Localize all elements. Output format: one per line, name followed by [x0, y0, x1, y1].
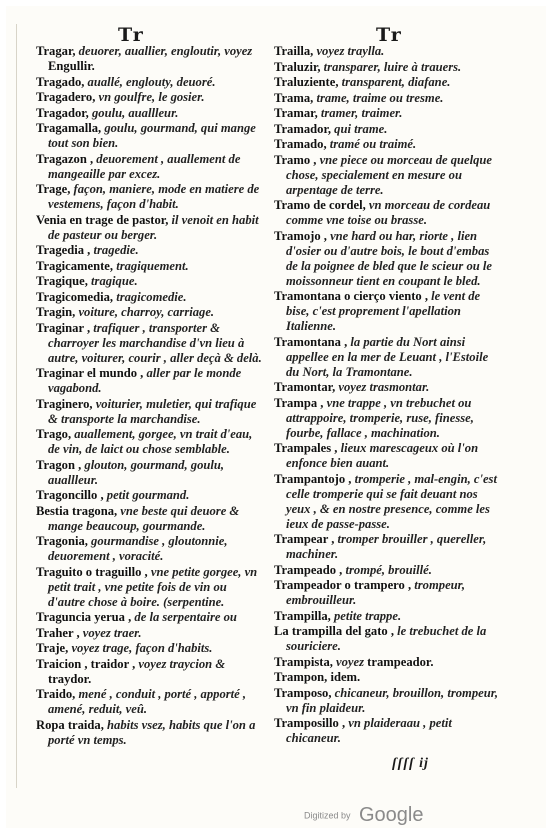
entry-headword: Traginar el mundo , [36, 366, 144, 380]
entry-definition: trafiquer , transporter & charroyer les marchandise d'vn lieu à autre, voiturer, courir , aller deçà & delà. [48, 320, 262, 365]
entry-definition: voyez traycion & [135, 656, 226, 671]
entry-headword: Trailla, [274, 44, 314, 58]
dictionary-entry [274, 122, 504, 137]
entry-definition: tromper brouiller , quereller, machiner. [286, 532, 487, 561]
dictionary-entry [36, 321, 266, 366]
entry-headword: Tragazon , [36, 151, 94, 166]
entry-headword: Trampeador o trampero , [274, 578, 412, 592]
google-logo: Google [358, 804, 424, 826]
dictionary-entry [274, 624, 504, 654]
entry-definition: glouton, gourmand, goulu, auallleur. [48, 457, 225, 487]
entry-definition: trame, traime ou tresme. [313, 90, 444, 105]
entry-definition: goulu, auallleur. [88, 105, 179, 120]
entry-headword: Tragique, [36, 274, 88, 288]
entry-definition: mené , conduit , porté , apporté , amené, reduit, veû. [48, 687, 247, 716]
entry-headword: Tramontana o cierço viento , [274, 289, 429, 303]
entry-headword: Tragon , [36, 457, 82, 472]
dictionary-entry [36, 44, 266, 74]
dictionary-entry [274, 716, 504, 746]
entry-tail: (serpentine. [159, 594, 225, 609]
dictionary-entry [274, 335, 504, 380]
entry-definition: voyez traylla. [313, 44, 385, 58]
entry-headword: Ropa traida, [36, 717, 104, 732]
entry-definition: tramer, traimer. [317, 106, 403, 120]
entry-definition: tragiquement. [113, 258, 189, 273]
entry-headword: Traginar , [36, 320, 91, 335]
dictionary-entry [36, 106, 266, 121]
entry-definition: chicaneur, brouillon, trompeur, vn fin plaideur. [286, 685, 499, 715]
entry-headword: Trampilla, [274, 608, 331, 623]
entry-definition: petite trappe. [330, 608, 402, 623]
entry-definition: voyez trasmontar. [335, 380, 430, 394]
page-gutter-line [16, 24, 17, 788]
entry-definition: vne beste qui deuore & mange beaucoup, gourmande. [48, 503, 240, 533]
entry-definition: tragique. [87, 274, 138, 288]
entry-definition: auallé, englouty, deuoré. [84, 74, 216, 89]
dictionary-entry [274, 60, 504, 75]
dictionary-entry [274, 655, 504, 670]
entry-definition: tramé ou traimé. [326, 137, 417, 151]
dictionary-entry [36, 657, 266, 687]
entry-headword: Trage, [36, 182, 71, 196]
dictionary-entry [36, 534, 266, 564]
entry-headword: Trampeado , [274, 562, 343, 577]
dictionary-entry [36, 152, 266, 182]
entry-headword-cont: Engullir. [48, 59, 95, 73]
entry-definition: vn goulfre, le gosier. [95, 90, 205, 104]
entry-definition: voiturier, muletier, qui trafique & transporte la marchandise. [48, 396, 257, 426]
entry-headword: Bestia tragona, [36, 503, 118, 518]
dictionary-entry [274, 289, 504, 334]
entry-headword: Trampales , [274, 441, 338, 455]
entry-headword: Tragador, [36, 105, 89, 120]
entry-definition: voyez trage, façon d'habits. [68, 641, 213, 655]
entry-definition: transparer, luire à trauers. [320, 59, 462, 74]
entry-headword: Tragedia , [36, 243, 91, 257]
dictionary-entry [274, 396, 504, 441]
entry-headword: Traguito o traguillo , [36, 564, 148, 579]
entry-headword: Tramojo , [274, 228, 327, 243]
entry-headword: Tramposo, [274, 685, 332, 700]
entry-headword-cont: traydor. [48, 671, 92, 686]
entry-definition: vne trappe , vn trebuchet ou attrappoire, tromperie, ruse, finesse, fourbe, fallace , machination. [286, 395, 474, 440]
dictionary-entry [36, 213, 266, 243]
entry-headword: Traido, [36, 687, 76, 701]
dictionary-entry [36, 718, 266, 748]
entry-headword-cont: idem. [327, 670, 361, 684]
entry-headword: Trampista, [274, 654, 333, 669]
header-left: Tr [118, 24, 145, 46]
dictionary-entry [36, 610, 266, 625]
dictionary-entry [274, 609, 504, 624]
entry-headword: Tragado, [36, 74, 85, 89]
entry-headword: Tragoncillo , [36, 488, 104, 502]
digitized-by-label: Digitized by [304, 810, 351, 821]
dictionary-entry [36, 305, 266, 320]
entry-headword: Tragonia, [36, 534, 88, 548]
dictionary-entry [274, 472, 504, 532]
entry-headword: Traher , [36, 625, 80, 640]
entry-definition: le trebuchet de la souriciere. [286, 624, 487, 653]
entry-definition: trompeur, embrouilleur. [286, 578, 466, 607]
dictionary-entry [274, 44, 504, 59]
entry-headword: Tramo de cordel, [274, 198, 366, 212]
entry-definition: qui trame. [331, 121, 388, 136]
entry-definition: la partie du Nort ainsi appellee en la mer de Leuant , l'Estoile du Nort, la Tramontane. [286, 334, 489, 379]
dictionary-entry [36, 488, 266, 503]
entry-headword: Tragin, [36, 305, 76, 319]
dictionary-entry [36, 290, 266, 305]
entry-definition: lieux marescageux où l'on enfonce bien auant. [286, 441, 479, 470]
entry-definition: de la serpentaire ou [131, 610, 237, 624]
entry-headword-cont: trampeador. [364, 654, 434, 669]
dictionary-entry [274, 578, 504, 608]
entry-definition: voiture, charroy, carriage. [75, 305, 215, 319]
left-column [36, 44, 266, 748]
dictionary-entry [274, 670, 504, 685]
header-right: Tr [376, 24, 403, 46]
dictionary-entry [274, 198, 504, 228]
dictionary-entry [274, 137, 504, 152]
entry-definition: il venoit en habit de pasteur ou berger. [48, 212, 259, 242]
entry-headword: Trampantojo , [274, 471, 352, 486]
signature-mark: ſſſſ ij [392, 756, 429, 771]
dictionary-entry [36, 687, 266, 717]
entry-headword: Trampear , [274, 532, 335, 546]
entry-definition: auallement, gorgee, vn trait d'eau, de vin, de laict ou chose semblable. [48, 427, 253, 456]
dictionary-entry [36, 504, 266, 534]
entry-headword: Tragamalla, [36, 121, 102, 135]
right-column [274, 44, 504, 747]
dictionary-entry [274, 106, 504, 121]
dictionary-entry [274, 441, 504, 471]
dictionary-entry [36, 259, 266, 274]
entry-headword: Venia en trage de pastor, [36, 212, 169, 227]
dictionary-entry [36, 626, 266, 641]
entry-definition: tromperie , mal-engin, c'est celle tromperie qui se fait deuant nos yeux , & en nostre presence, comme les ieux de passe-passe. [286, 471, 497, 531]
entry-definition: voyez traer. [79, 625, 142, 640]
dictionary-entry [36, 458, 266, 488]
dictionary-entry [274, 91, 504, 106]
dictionary-entry [274, 153, 504, 198]
dictionary-entry [36, 366, 266, 396]
entry-definition: transparent, diafane. [338, 75, 451, 89]
entry-headword: Traicion , traidor , [36, 656, 136, 671]
dictionary-entry [36, 565, 266, 610]
entry-definition: le vent de bise, c'est proprement l'apellation Italienne. [286, 289, 481, 333]
entry-definition: tragicomedie. [113, 289, 187, 304]
entry-headword: Tramposillo , [274, 716, 346, 730]
entry-definition: petit gourmand. [103, 488, 190, 502]
entry-definition: vn plaideraau , petit chicaneur. [286, 716, 452, 745]
dictionary-entry [274, 75, 504, 90]
entry-headword: Tramo , [274, 152, 317, 167]
digitized-footer [304, 804, 423, 827]
entry-headword: La trampilla del gato , [274, 624, 394, 638]
entry-headword: Traginero, [36, 396, 93, 411]
entry-definition: vn morceau de cordeau comme vne toise ou brasse. [286, 198, 491, 227]
entry-headword: Traluzir, [274, 59, 321, 74]
entry-headword: Tragicomedia, [36, 289, 114, 304]
entry-headword: Tramador, [274, 121, 332, 136]
dictionary-entry [274, 563, 504, 578]
dictionary-entry [274, 686, 504, 716]
dictionary-entry [36, 641, 266, 656]
entry-definition: deuorer, auallier, engloutir, voyez [75, 44, 253, 58]
entry-headword: Traluziente, [274, 75, 339, 89]
entry-headword: Tragicamente, [36, 258, 114, 273]
book-page [6, 6, 546, 828]
entry-definition: façon, maniere, mode en matiere de vestemens, façon d'habit. [48, 182, 260, 211]
entry-headword: Tramar, [274, 106, 318, 120]
dictionary-entry [36, 121, 266, 151]
entry-definition: habits vsez, habits que l'on a porté vn temps. [48, 717, 256, 747]
entry-definition: vne petite gorgee, vn petit trait , vne petite fois de vin ou d'autre chose à boire. [48, 564, 258, 609]
entry-headword: Traguncia yerua , [36, 610, 132, 624]
dictionary-entry [36, 274, 266, 289]
dictionary-entry [36, 427, 266, 457]
dictionary-entry [36, 397, 266, 427]
entry-headword: Tramontana , [274, 334, 348, 349]
entry-definition: goulu, gourmand, qui mange tout son bien. [48, 121, 256, 150]
entry-headword: Tragadero, [36, 90, 96, 104]
dictionary-entry [36, 182, 266, 212]
dictionary-entry [274, 380, 504, 395]
dictionary-entry [274, 229, 504, 289]
entry-headword: Tramado, [274, 137, 327, 151]
entry-headword: Trago, [36, 427, 72, 441]
entry-headword: Traje, [36, 641, 69, 655]
dictionary-entry [36, 75, 266, 90]
entry-definition: voyez [332, 654, 365, 669]
entry-headword: Trama, [274, 90, 314, 105]
entry-headword: Trampa , [274, 395, 324, 410]
entry-definition: aller par le monde vagabond. [48, 366, 242, 395]
dictionary-entry [36, 90, 266, 105]
entry-headword: Tragar, [36, 44, 76, 58]
entry-definition: trompé, brouillé. [342, 562, 432, 577]
entry-definition: tragedie. [90, 243, 139, 257]
entry-definition: vne hard ou har, riorte , lien d'osier ou d'autre bois, le bout d'embas de la poignee de bled que le scieur ou le moissonneur tient en coupant le bled. [286, 228, 493, 288]
dictionary-entry [274, 532, 504, 562]
entry-definition: vne piece ou morceau de quelque chose, specialement en mesure ou arpentage de terre. [286, 152, 493, 197]
entry-headword: Tramontar, [274, 380, 336, 394]
entry-definition: gourmandise , gloutonnie, deuorement , voracité. [48, 534, 228, 563]
entry-headword: Trampon, [274, 670, 328, 684]
entry-definition: deuorement , auallement de mangeaille par excez. [48, 151, 241, 181]
dictionary-entry [36, 243, 266, 258]
